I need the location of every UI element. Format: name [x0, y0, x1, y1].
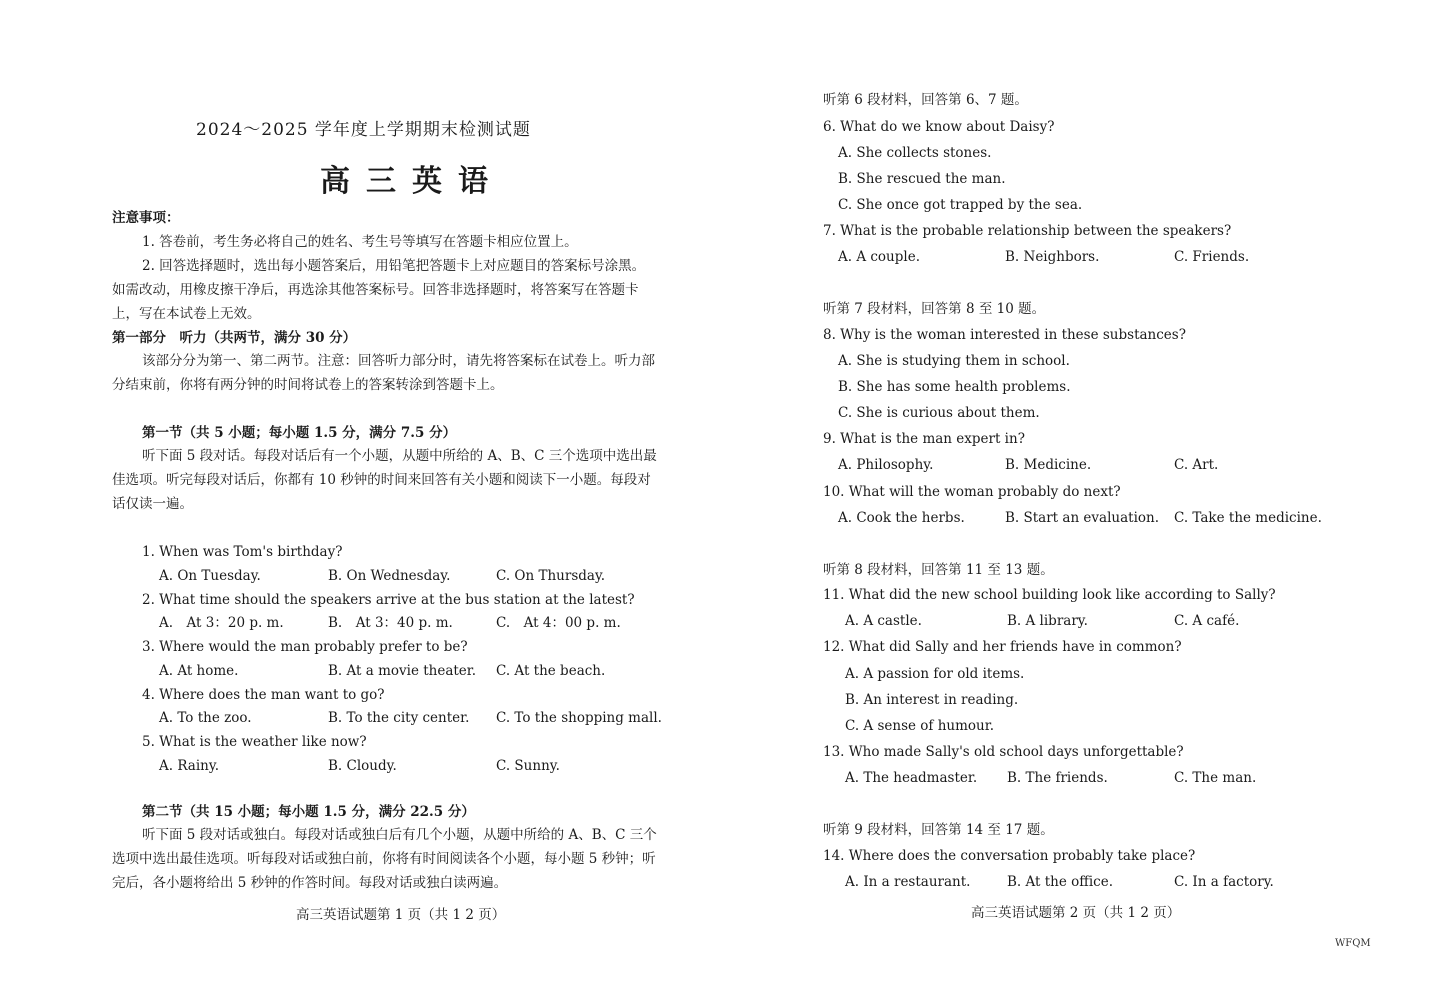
section2-line-3: 完后，各小题将给出 5 秒钟的作答时间。每段对话或独白读两遍。 — [112, 875, 508, 891]
question-1-option-b: B. On Wednesday. — [328, 568, 451, 584]
question-3-option-b: B. At a movie theater. — [328, 663, 477, 679]
question-5-option-a: A. Rainy. — [159, 758, 219, 774]
question-12-option-a: A. A passion for old items. — [845, 666, 1025, 682]
question-8: 8. Why is the woman interested in these substances? — [823, 327, 1186, 343]
question-13-option-a: A. The headmaster. — [845, 770, 978, 786]
note-2-line-1: 2. 回答选择题时，选出每小题答案后，用铅笔把答题卡上对应题目的答案标号涂黑。 — [142, 258, 646, 274]
question-3-option-a: A. At home. — [159, 663, 239, 679]
question-13: 13. Who made Sally's old school days unforgettable? — [823, 744, 1184, 760]
exam-title: 2024～2025 学年度上学期期末检测试题 — [196, 120, 531, 140]
question-6-option-b: B. She rescued the man. — [838, 171, 1006, 187]
notes-heading: 注意事项： — [112, 210, 180, 226]
part1-line-1: 该部分分为第一、第二两节。注意：回答听力部分时，请先将答案标在试卷上。听力部 — [142, 353, 655, 369]
question-6-option-c: C. She once got trapped by the sea. — [838, 197, 1083, 213]
question-13-option-b: B. The friends. — [1007, 770, 1108, 786]
part1-heading: 第一部分 听力（共两节，满分 30 分） — [112, 330, 357, 346]
question-7-option-c: C. Friends. — [1174, 249, 1250, 265]
segment-9-heading: 听第 9 段材料，回答第 14 至 17 题。 — [823, 822, 1054, 838]
question-10: 10. What will the woman probably do next? — [823, 484, 1121, 500]
question-2-option-c: C. At 4：00 p. m. — [496, 615, 621, 631]
question-2-option-b: B. At 3：40 p. m. — [328, 615, 453, 631]
question-1: 1. When was Tom's birthday? — [142, 544, 343, 560]
segment-8-heading: 听第 8 段材料，回答第 11 至 13 题。 — [823, 562, 1054, 578]
question-14-option-c: C. In a factory. — [1174, 874, 1274, 890]
question-4-option-c: C. To the shopping mall. — [496, 710, 662, 726]
question-12-option-b: B. An interest in reading. — [845, 692, 1019, 708]
question-13-option-c: C. The man. — [1174, 770, 1257, 786]
section2-line-2: 选项中选出最佳选项。听每段对话或独白前，你将有时间阅读各个小题，每小题 5 秒钟；听 — [112, 851, 656, 867]
subject-title: 高三英语 — [320, 164, 504, 199]
question-6-option-a: A. She collects stones. — [838, 145, 992, 161]
question-7-option-b: B. Neighbors. — [1005, 249, 1100, 265]
question-4-option-a: A. To the zoo. — [159, 710, 252, 726]
segment-7-heading: 听第 7 段材料，回答第 8 至 10 题。 — [823, 301, 1046, 317]
watermark: WFQM — [1335, 938, 1371, 949]
question-9-option-a: A. Philosophy. — [838, 457, 934, 473]
note-1: 1. 答卷前，考生务必将自己的姓名、考生号等填写在答题卡相应位置上。 — [142, 234, 578, 250]
note-2-line-3: 上，写在本试卷上无效。 — [112, 306, 261, 322]
question-1-option-c: C. On Thursday. — [496, 568, 606, 584]
question-9: 9. What is the man expert in? — [823, 431, 1025, 447]
question-7-option-a: A. A couple. — [838, 249, 920, 265]
section1-heading: 第一节（共 5 小题；每小题 1.5 分，满分 7.5 分） — [142, 425, 457, 441]
note-2-line-2: 如需改动，用橡皮擦干净后，再选涂其他答案标号。回答非选择题时，将答案写在答题卡 — [112, 282, 639, 298]
section1-line-1: 听下面 5 段对话。每段对话后有一个小题，从题中所给的 A、B、C 三个选项中选出最 — [142, 448, 657, 464]
question-1-option-a: A. On Tuesday. — [159, 568, 261, 584]
question-5-option-c: C. Sunny. — [496, 758, 560, 774]
question-11: 11. What did the new school building look like according to Sally? — [823, 587, 1276, 603]
question-14: 14. Where does the conversation probably take place? — [823, 848, 1196, 864]
section2-line-1: 听下面 5 段对话或独白。每段对话或独白后有几个小题，从题中所给的 A、B、C 三个 — [142, 827, 657, 843]
question-11-option-b: B. A library. — [1007, 613, 1088, 629]
question-8-option-c: C. She is curious about them. — [838, 405, 1040, 421]
question-12: 12. What did Sally and her friends have in common? — [823, 639, 1182, 655]
section1-line-3: 话仅读一遍。 — [112, 496, 193, 512]
question-10-option-a: A. Cook the herbs. — [838, 510, 965, 526]
page-footer-right: 高三英语试题第 2 页（共 1 2 页） — [971, 905, 1181, 921]
question-14-option-b: B. At the office. — [1007, 874, 1114, 890]
question-11-option-a: A. A castle. — [845, 613, 922, 629]
question-2-option-a: A. At 3：20 p. m. — [159, 615, 284, 631]
question-7: 7. What is the probable relationship between the speakers? — [823, 223, 1232, 239]
page-footer: 高三英语试题第 1 页（共 1 2 页） — [296, 907, 506, 923]
question-5-option-b: B. Cloudy. — [328, 758, 397, 774]
question-11-option-c: C. A café. — [1174, 613, 1240, 629]
question-8-option-a: A. She is studying them in school. — [838, 353, 1070, 369]
question-4-option-b: B. To the city center. — [328, 710, 470, 726]
question-9-option-b: B. Medicine. — [1005, 457, 1092, 473]
question-6: 6. What do we know about Daisy? — [823, 119, 1055, 135]
question-10-option-c: C. Take the medicine. — [1174, 510, 1322, 526]
question-9-option-c: C. Art. — [1174, 457, 1219, 473]
question-10-option-b: B. Start an evaluation. — [1005, 510, 1160, 526]
part1-line-2: 分结束前，你将有两分钟的时间将试卷上的答案转涂到答题卡上。 — [112, 377, 504, 393]
question-4: 4. Where does the man want to go? — [142, 687, 385, 703]
question-14-option-a: A. In a restaurant. — [845, 874, 971, 890]
section2-heading: 第二节（共 15 小题；每小题 1.5 分，满分 22.5 分） — [142, 804, 475, 820]
question-2: 2. What time should the speakers arrive at the bus station at the latest? — [142, 592, 635, 608]
section1-line-2: 佳选项。听完每段对话后，你都有 10 秒钟的时间来回答有关小题和阅读下一小题。每段对 — [112, 472, 651, 488]
question-5: 5. What is the weather like now? — [142, 734, 367, 750]
question-3-option-c: C. At the beach. — [496, 663, 606, 679]
question-12-option-c: C. A sense of humour. — [845, 718, 994, 734]
question-3: 3. Where would the man probably prefer to be? — [142, 639, 468, 655]
segment-6-heading: 听第 6 段材料，回答第 6、7 题。 — [823, 92, 1028, 108]
question-8-option-b: B. She has some health problems. — [838, 379, 1071, 395]
